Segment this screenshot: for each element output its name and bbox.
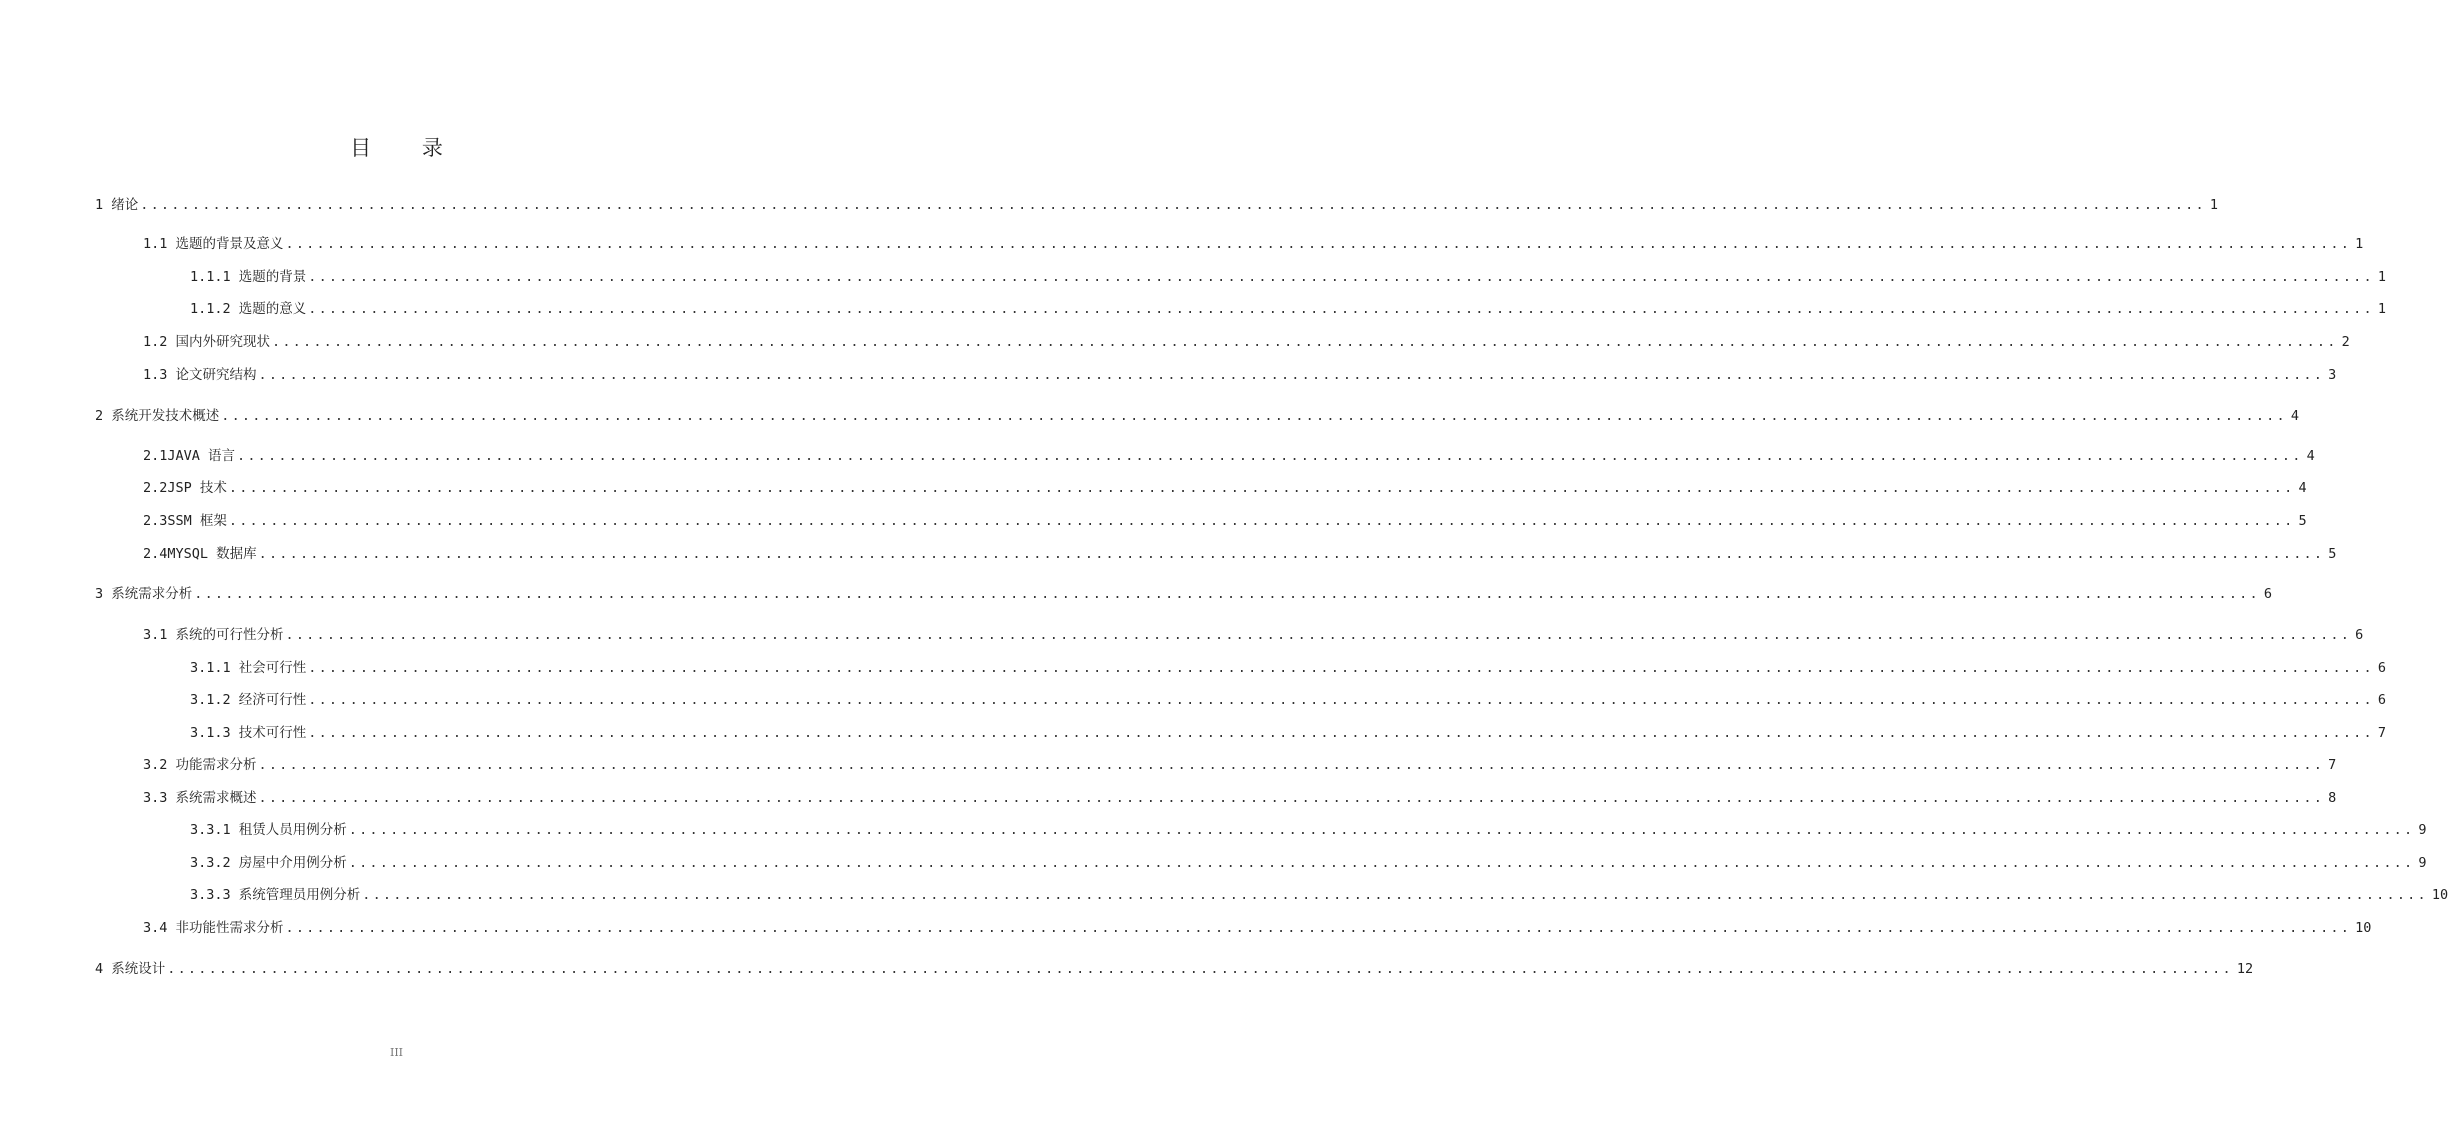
toc-entry-label: 3.3.1 租赁人员用例分析 (190, 822, 347, 838)
toc-entry[interactable] (190, 268, 2386, 286)
toc-entry-page: 7 (2377, 725, 2386, 741)
toc-entry-label: 3 系统需求分析 (95, 586, 193, 602)
toc-entry[interactable] (190, 886, 2448, 904)
toc-entry-label: 3.1.2 经济可行性 (190, 692, 307, 708)
toc-entry-label: 2.4MYSQL 数据库 (143, 546, 257, 562)
toc-entry-page: 6 (2377, 692, 2386, 708)
toc-entry[interactable] (143, 789, 2337, 807)
toc-entry[interactable] (143, 919, 2372, 937)
toc-entry-page: 1 (2377, 301, 2386, 317)
toc-dot-leader: ........................................................................................................................................................................................................ (362, 887, 2428, 903)
toc-entry-page: 9 (2418, 822, 2427, 838)
toc-entry-page: 1 (2377, 269, 2386, 285)
toc-dot-leader: ........................................................................................................................................................................................................ (237, 448, 2303, 464)
toc-dot-leader: ........................................................................................................................................................................................................ (308, 301, 2374, 317)
toc-entry-page: 6 (2377, 660, 2386, 676)
toc-entry-page: 6 (2263, 586, 2272, 602)
toc-entry[interactable] (190, 300, 2386, 318)
toc-entry-label: 2.2JSP 技术 (143, 480, 227, 496)
toc-entry[interactable] (190, 724, 2386, 742)
toc-entry[interactable] (143, 512, 2307, 530)
toc-dot-leader: ........................................................................................................................................................................................................ (258, 546, 2325, 562)
toc-entry[interactable] (143, 235, 2364, 253)
toc-dot-leader: ........................................................................................................................................................................................................ (167, 961, 2233, 977)
toc-entry-page: 9 (2418, 855, 2427, 871)
toc-dot-leader: ........................................................................................................................................................................................................ (308, 725, 2374, 741)
toc-entry[interactable] (143, 366, 2337, 384)
toc-entry-label: 2 系统开发技术概述 (95, 408, 220, 424)
toc-entry-label: 4 系统设计 (95, 961, 166, 977)
toc-entry-label: 3.3 系统需求概述 (143, 790, 257, 806)
toc-dot-leader: ........................................................................................................................................................................................................ (348, 855, 2415, 871)
toc-title: 目 录 (350, 136, 465, 160)
toc-entry-page: 1 (2209, 197, 2218, 213)
toc-entry[interactable] (190, 821, 2427, 839)
toc-entry[interactable] (95, 196, 2218, 214)
toc-entry-label: 1 绪论 (95, 197, 139, 213)
toc-entry-label: 1.2 国内外研究现状 (143, 334, 271, 350)
toc-dot-leader: ........................................................................................................................................................................................................ (258, 790, 2325, 806)
toc-entry-label: 3.1 系统的可行性分析 (143, 627, 284, 643)
toc-dot-leader: ........................................................................................................................................................................................................ (285, 627, 2352, 643)
toc-dot-leader: ........................................................................................................................................................................................................ (194, 586, 2260, 602)
toc-entry-page: 4 (2298, 480, 2307, 496)
toc-dot-leader: ........................................................................................................................................................................................................ (285, 920, 2352, 936)
page-number: III (389, 1046, 404, 1059)
toc-entry[interactable] (95, 585, 2272, 603)
toc-entry[interactable] (190, 854, 2427, 872)
toc-entry[interactable] (95, 407, 2299, 425)
toc-entry[interactable] (143, 447, 2315, 465)
toc-entry-page: 5 (2328, 546, 2337, 562)
toc-entry[interactable] (143, 545, 2337, 563)
toc-dot-leader: ........................................................................................................................................................................................................ (221, 408, 2287, 424)
toc-entry-label: 3.2 功能需求分析 (143, 757, 257, 773)
toc-entry-page: 12 (2236, 961, 2254, 977)
toc-entry-label: 2.1JAVA 语言 (143, 448, 236, 464)
toc-dot-leader: ........................................................................................................................................................................................................ (285, 236, 2352, 252)
toc-entry[interactable] (143, 479, 2307, 497)
toc-entry-page: 4 (2290, 408, 2299, 424)
toc-entry-page: 1 (2355, 236, 2364, 252)
toc-entry-page: 2 (2341, 334, 2350, 350)
toc-entry-page: 5 (2298, 513, 2307, 529)
toc-entry[interactable] (190, 691, 2386, 709)
toc-entry-label: 3.4 非功能性需求分析 (143, 920, 284, 936)
toc-dot-leader: ........................................................................................................................................................................................................ (258, 367, 2325, 383)
toc-entry[interactable] (143, 626, 2364, 644)
toc-entry-label: 1.1.2 选题的意义 (190, 301, 307, 317)
toc-entry[interactable] (190, 659, 2386, 677)
toc-entry-label: 3.3.3 系统管理员用例分析 (190, 887, 361, 903)
toc-entry-label: 3.1.3 技术可行性 (190, 725, 307, 741)
toc-dot-leader: ........................................................................................................................................................................................................ (258, 757, 2325, 773)
toc-entry-label: 3.3.2 房屋中介用例分析 (190, 855, 347, 871)
toc-dot-leader: ........................................................................................................................................................................................................ (308, 660, 2374, 676)
toc-entry-label: 3.1.1 社会可行性 (190, 660, 307, 676)
toc-entry-label: 1.1 选题的背景及意义 (143, 236, 284, 252)
toc-dot-leader: ........................................................................................................................................................................................................ (308, 692, 2374, 708)
toc-entry-page: 6 (2355, 627, 2364, 643)
toc-entry-page: 4 (2306, 448, 2315, 464)
toc-entry-label: 2.3SSM 框架 (143, 513, 227, 529)
toc-entry-page: 8 (2328, 790, 2337, 806)
toc-entry-page: 10 (2431, 887, 2448, 903)
toc-dot-leader: ........................................................................................................................................................................................................ (228, 513, 2295, 529)
toc-entry-page: 7 (2328, 757, 2337, 773)
toc-dot-leader: ........................................................................................................................................................................................................ (228, 480, 2295, 496)
toc-dot-leader: ........................................................................................................................................................................................................ (308, 269, 2374, 285)
toc-dot-leader: ........................................................................................................................................................................................................ (140, 197, 2206, 213)
toc-entry-label: 1.1.1 选题的背景 (190, 269, 307, 285)
toc-dot-leader: ........................................................................................................................................................................................................ (272, 334, 2338, 350)
toc-entry[interactable] (143, 333, 2350, 351)
toc-entry-label: 1.3 论文研究结构 (143, 367, 257, 383)
toc-entry[interactable] (143, 756, 2337, 774)
toc-entry-page: 10 (2355, 920, 2372, 936)
toc-dot-leader: ........................................................................................................................................................................................................ (348, 822, 2415, 838)
toc-entry-page: 3 (2328, 367, 2337, 383)
toc-entry[interactable] (95, 960, 2254, 978)
